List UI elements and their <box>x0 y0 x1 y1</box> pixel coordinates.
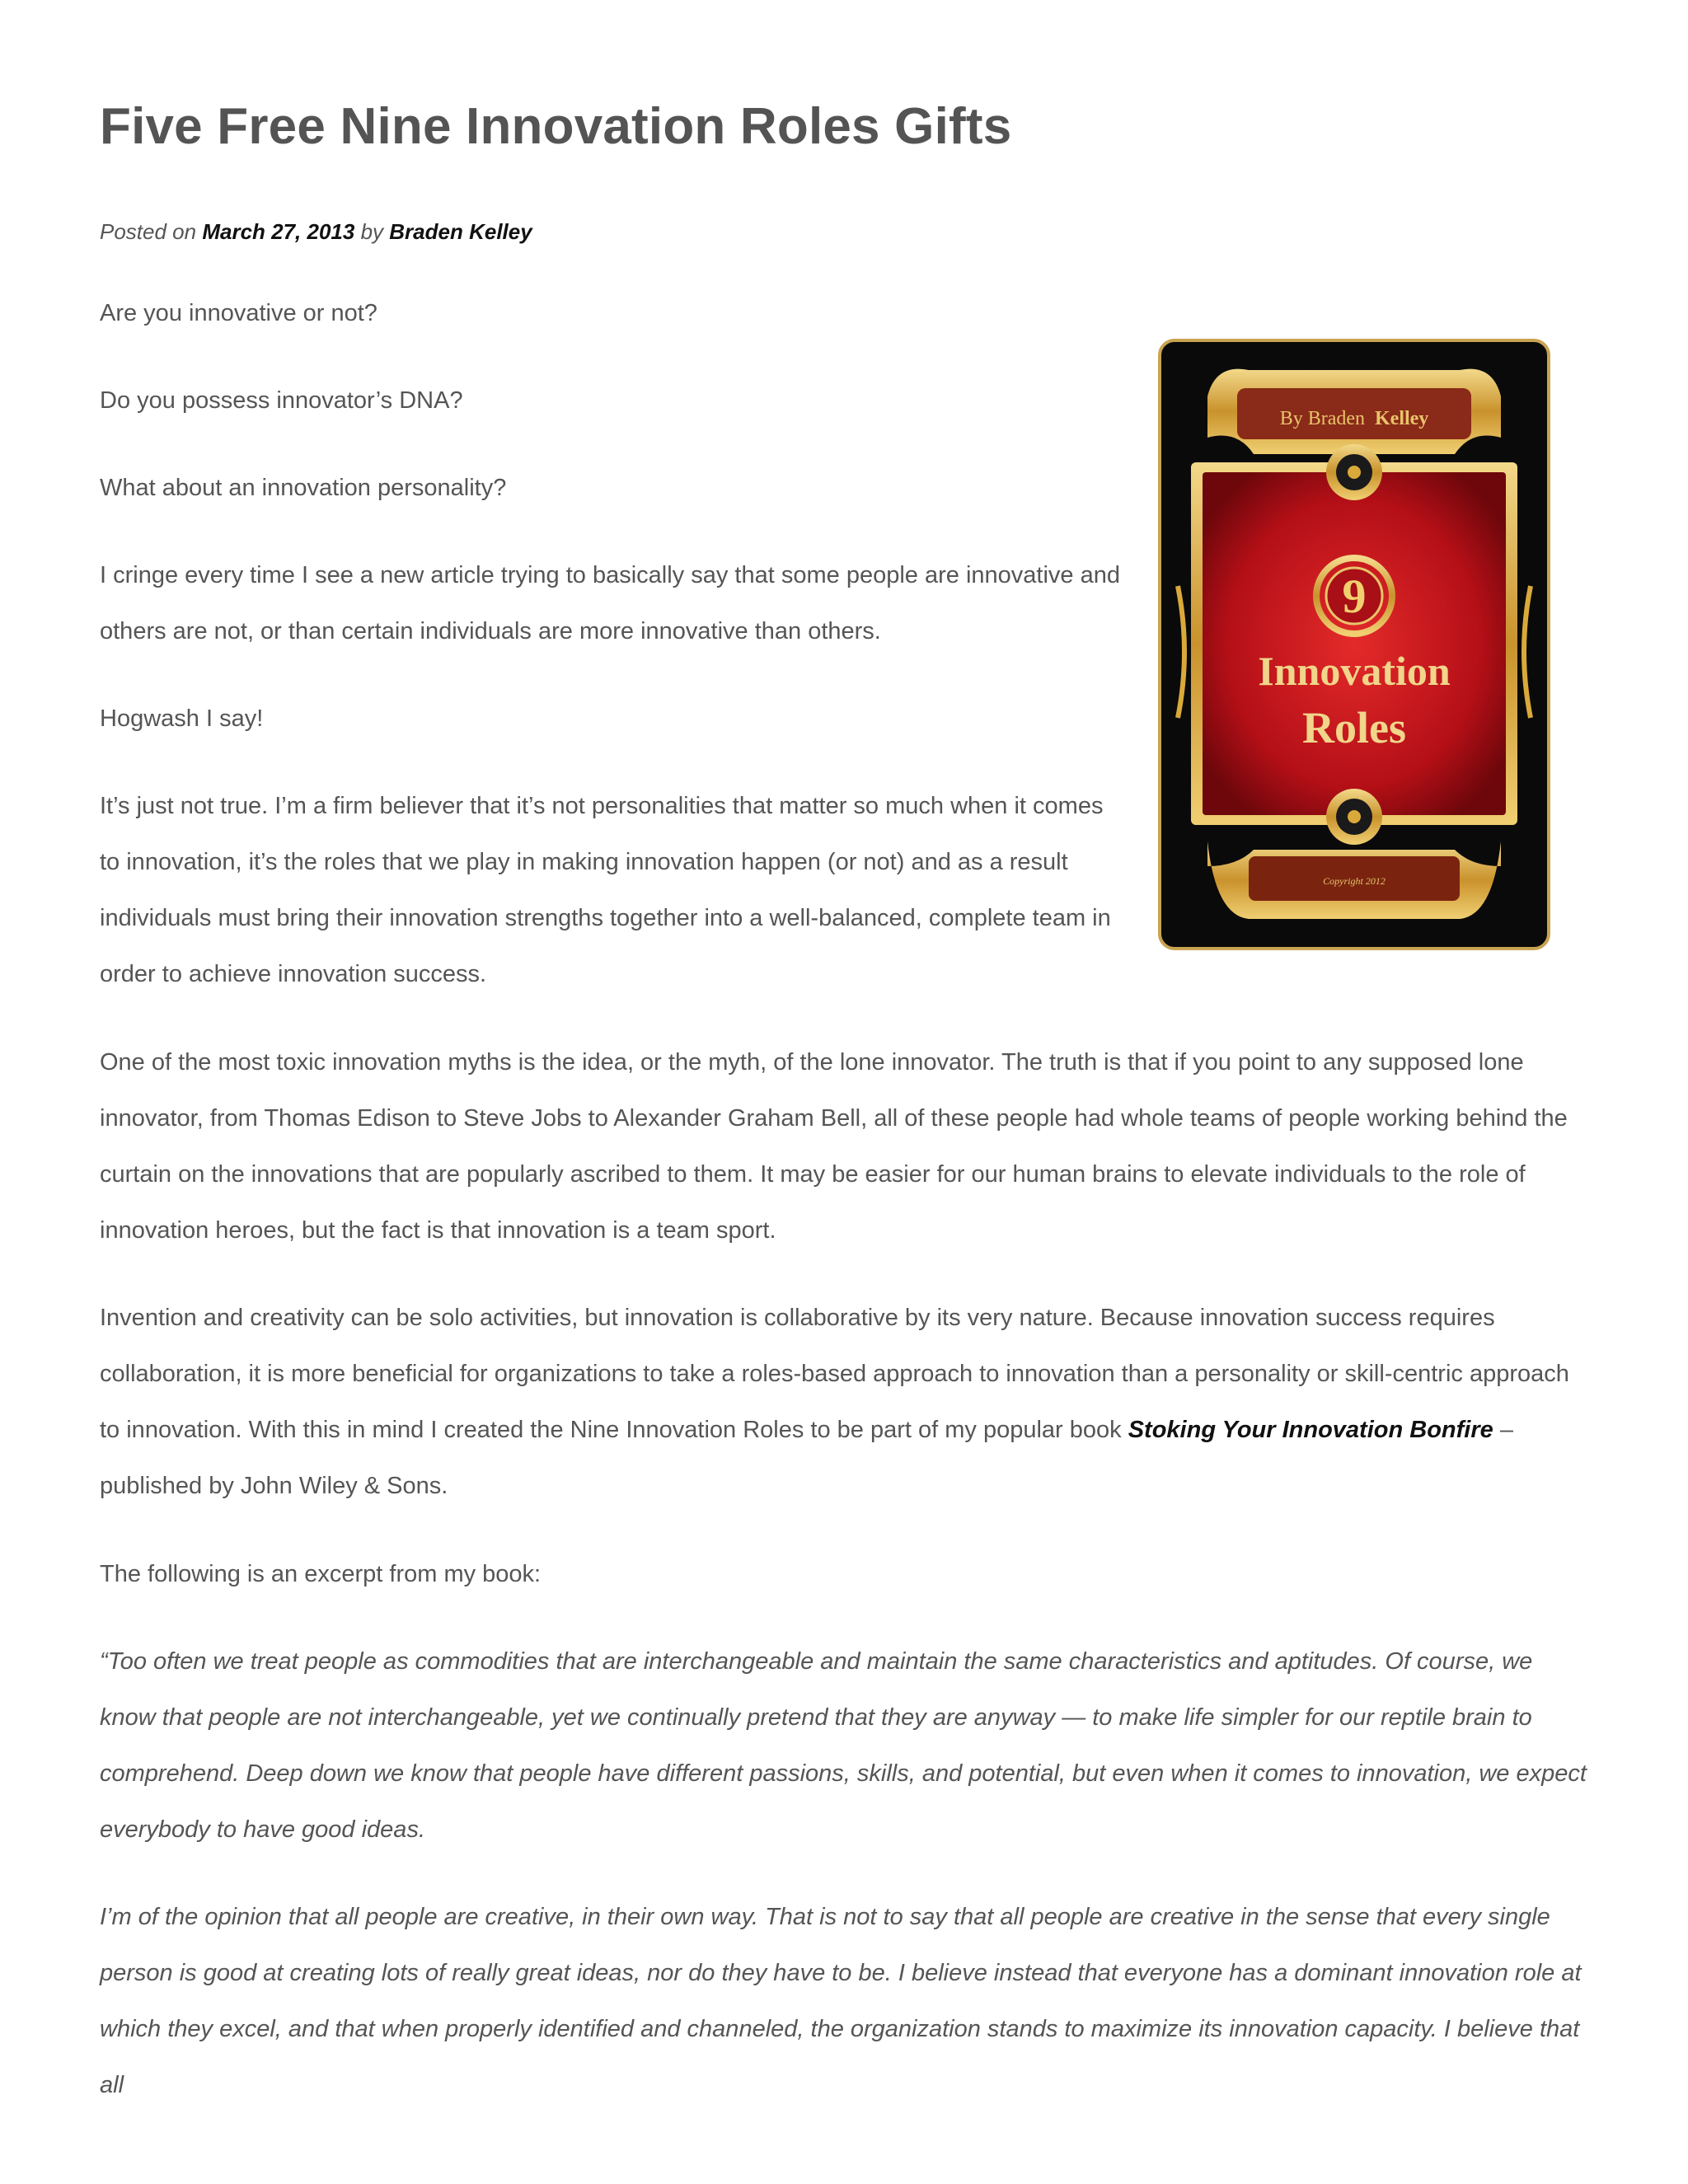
paragraph: The following is an excerpt from my book: <box>100 1561 542 1587</box>
paragraph: It’s just not true. I’m a firm believer that it’s not personalities that matter so much when it comes to innovation, it’s the roles that we play in making innovation happen (or not) and as a result individuals must bring their innovation strengths together into a well-balanced, complete team in order to achieve innovation success. <box>100 793 1111 987</box>
cover-title-line2: Roles <box>1302 703 1406 752</box>
book-cover-image[interactable] <box>1158 339 1550 950</box>
by-label: by <box>360 219 384 244</box>
quote-paragraph: I’m of the opinion that all people are creative, in their own way. That is not to say that all people are creative in the sense that every single person is good at creating lots of really great ideas, nor do they have to be. I believe instead that everyone has a dominant innovation role at which they excel, and that when properly identified and channeled, the organization stands to maximize its innovation capacity. I believe that all <box>100 1904 1582 2098</box>
book-title-link[interactable]: Stoking Your Innovation Bonfire <box>1128 1417 1493 1443</box>
cover-number: 9 <box>1342 569 1367 623</box>
paragraph-text: Invention and creativity can be solo activities, but innovation is collaborative by its very nature. Because innovation success requires collaboration, it is more beneficial for organizations to take a roles-based approach to innovation than a personality or skill-centric approach to innovation. With this in mind I created the Nine Innovation Roles to be part of my popular book <box>100 1305 1569 1443</box>
paragraph <box>100 1290 1592 1514</box>
cover-byline-name: Kelley <box>1375 408 1429 429</box>
quote-paragraph: “Too often we treat people as commodities that are interchangeable and maintain the same characteristics and aptitudes. Of course, we know that people are not interchangeable, yet we continually pretend that they are anyway — to make life simpler for our reptile brain to comprehend. Deep down we know that people have different passions, skills, and potential, but even when it comes to innovation, we expect everybody to have good ideas. <box>100 1648 1587 1843</box>
cover-title-line1: Innovation <box>1258 648 1451 694</box>
post-date-link[interactable]: March 27, 2013 <box>202 219 355 244</box>
book-cover <box>1158 339 1550 950</box>
posted-on-label: Posted on <box>100 219 197 244</box>
post-title: Five Free Nine Innovation Roles Gifts <box>100 98 1012 155</box>
paragraph: Do you possess innovator’s DNA? <box>100 387 463 414</box>
cover-copyright: Copyright 2012 <box>1323 875 1386 887</box>
paragraph: I cringe every time I see a new article trying to basically say that some people are innovative and others are not, or than certain individuals are more innovative than others. <box>100 562 1120 644</box>
cover-byline-by: By Braden <box>1279 408 1365 429</box>
post-meta <box>100 219 532 245</box>
paragraph: One of the most toxic innovation myths is the idea, or the myth, of the lone innovator. The truth is that if you point to any supposed lone innovator, from Thomas Edison to Steve Jobs to Alexander Graham Bell, all of these people had whole teams of people working behind the curtain on the innovations that are popularly ascribed to them. It may be easier for our human brains to elevate individuals to the role of innovation heroes, but the fact is that innovation is a team sport. <box>100 1049 1568 1244</box>
paragraph: What about an innovation personality? <box>100 475 507 501</box>
paragraph: Hogwash I say! <box>100 705 264 732</box>
paragraph: Are you innovative or not? <box>100 300 377 326</box>
svg-text:By Braden Kelley <box>1280 408 1429 429</box>
paragraph-text: – published by John Wiley & Sons. <box>100 1417 1513 1499</box>
author-link[interactable]: Braden Kelley <box>389 219 532 244</box>
